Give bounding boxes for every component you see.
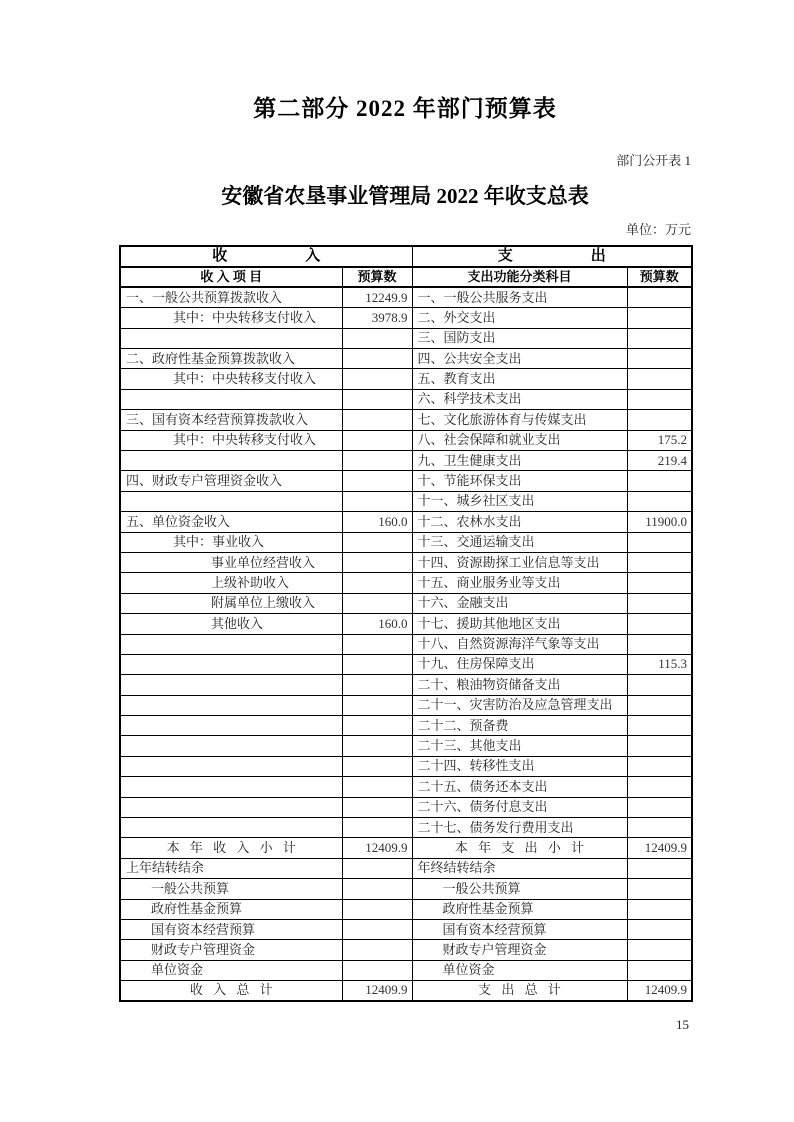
table-row (120, 512, 692, 532)
income-budget-cell: 3978.9 (342, 308, 412, 328)
expense-budget-cell: 115.3 (627, 654, 692, 674)
income-item-cell: 上年结转结余 (120, 858, 342, 878)
income-item-cell: 五、单位资金收入 (120, 512, 342, 532)
table-row (120, 981, 692, 1001)
income-budget-cell (342, 410, 412, 430)
income-budget-cell: 12249.9 (342, 287, 412, 307)
expense-budget-cell (627, 777, 692, 797)
expense-item-cell: 五、教育支出 (412, 369, 627, 389)
expense-budget-cell (627, 716, 692, 736)
income-budget-cell (342, 899, 412, 919)
income-budget-cell (342, 634, 412, 654)
expense-item-cell: 一般公共预算 (412, 879, 627, 899)
expense-item-cell: 十三、交通运输支出 (412, 532, 627, 552)
income-budget-cell (342, 940, 412, 960)
table-row (120, 287, 692, 307)
page-content (119, 0, 691, 1033)
expense-budget-cell: 11900.0 (627, 512, 692, 532)
expense-budget-cell (627, 675, 692, 695)
table-row (120, 736, 692, 756)
table-row (120, 430, 692, 450)
table-label: 部门公开表 1 (616, 153, 691, 168)
income-item-cell: 事业单位经营收入 (120, 552, 342, 572)
expense-item-cell: 二十五、债务还本支出 (412, 777, 627, 797)
income-item-cell (120, 634, 342, 654)
income-budget-cell (342, 654, 412, 674)
expense-budget-cell (627, 614, 692, 634)
budget-table-body (120, 287, 692, 1001)
table-row (120, 818, 692, 838)
expense-item-cell: 二十七、债务发行费用支出 (412, 818, 627, 838)
table-row (120, 491, 692, 511)
expense-item-cell: 二十、粮油物资储备支出 (412, 675, 627, 695)
expense-budget-cell (627, 899, 692, 919)
income-item-cell (120, 675, 342, 695)
income-item-cell (120, 797, 342, 817)
income-item-cell: 三、国有资本经营预算拨款收入 (120, 410, 342, 430)
expense-item-cell: 十一、城乡社区支出 (412, 491, 627, 511)
expense-item-cell: 六、科学技术支出 (412, 389, 627, 409)
table-row (120, 573, 692, 593)
table-row (120, 552, 692, 572)
expense-budget-cell (627, 471, 692, 491)
income-budget-cell (342, 369, 412, 389)
expense-budget-cell (627, 736, 692, 756)
income-budget-cell (342, 777, 412, 797)
expense-budget-column-header: 预算数 (627, 267, 692, 287)
expense-item-cell: 一、一般公共服务支出 (412, 287, 627, 307)
income-item-cell (120, 777, 342, 797)
income-budget-cell: 160.0 (342, 614, 412, 634)
expense-group-header-text: 支出 (497, 248, 684, 265)
table-row (120, 675, 692, 695)
table-row (120, 634, 692, 654)
income-item-cell: 收 入 总 计 (120, 981, 342, 1001)
income-budget-cell (342, 491, 412, 511)
income-item-cell (120, 756, 342, 776)
income-budget-cell (342, 716, 412, 736)
unit-label: 单位：万元 (625, 222, 691, 237)
income-budget-cell (342, 430, 412, 450)
income-budget-cell (342, 593, 412, 613)
column-header-row (120, 267, 692, 287)
income-item-cell: 单位资金 (120, 960, 342, 980)
income-budget-cell (342, 879, 412, 899)
income-budget-cell (342, 552, 412, 572)
page-number: 15 (676, 1017, 689, 1033)
expense-budget-cell (627, 410, 692, 430)
income-item-cell: 其中：中央转移支付收入 (120, 430, 342, 450)
income-budget-cell (342, 858, 412, 878)
table-row (120, 451, 692, 471)
table-row (120, 389, 692, 409)
expense-budget-cell (627, 634, 692, 654)
expense-item-cell: 二十一、灾害防治及应急管理支出 (412, 695, 627, 715)
expense-item-cell: 支 出 总 计 (412, 981, 627, 1001)
expense-budget-cell (627, 940, 692, 960)
table-row (120, 777, 692, 797)
section-title: 第二部分 2022 年部门预算表 (253, 96, 557, 121)
income-item-cell: 二、政府性基金预算拨款收入 (120, 349, 342, 369)
table-row (120, 410, 692, 430)
expense-budget-cell (627, 308, 692, 328)
expense-item-column-header: 支出功能分类科目 (412, 267, 627, 287)
expense-budget-cell (627, 797, 692, 817)
income-item-cell: 附属单位上缴收入 (120, 593, 342, 613)
income-budget-cell (342, 675, 412, 695)
table-row (120, 716, 692, 736)
expense-item-cell: 十六、金融支出 (412, 593, 627, 613)
income-item-cell (120, 736, 342, 756)
income-item-cell: 其中：中央转移支付收入 (120, 369, 342, 389)
income-item-cell: 一、一般公共预算拨款收入 (120, 287, 342, 307)
expense-item-cell: 八、社会保障和就业支出 (412, 430, 627, 450)
table-row (120, 471, 692, 491)
expense-budget-cell (627, 389, 692, 409)
income-budget-cell: 160.0 (342, 512, 412, 532)
expense-item-cell: 十七、援助其他地区支出 (412, 614, 627, 634)
expense-budget-cell: 175.2 (627, 430, 692, 450)
table-row (120, 858, 692, 878)
expense-budget-cell (627, 532, 692, 552)
income-budget-cell (342, 736, 412, 756)
expense-item-cell: 十八、自然资源海洋气象等支出 (412, 634, 627, 654)
group-header-row (120, 246, 692, 267)
table-row (120, 756, 692, 776)
expense-item-cell: 七、文化旅游体育与传媒支出 (412, 410, 627, 430)
income-item-cell (120, 695, 342, 715)
table-row (120, 879, 692, 899)
expense-budget-cell (627, 349, 692, 369)
income-budget-cell (342, 818, 412, 838)
expense-budget-cell (627, 879, 692, 899)
expense-budget-cell (627, 573, 692, 593)
expense-budget-cell (627, 287, 692, 307)
income-budget-cell: 12409.9 (342, 981, 412, 1001)
income-budget-cell (342, 960, 412, 980)
expense-budget-cell (627, 552, 692, 572)
income-budget-cell: 12409.9 (342, 838, 412, 858)
income-item-cell (120, 818, 342, 838)
expense-item-cell: 十九、住房保障支出 (412, 654, 627, 674)
income-item-cell (120, 716, 342, 736)
expense-item-cell: 九、卫生健康支出 (412, 451, 627, 471)
table-title: 安徽省农垦事业管理局 2022 年收支总表 (221, 184, 589, 208)
table-row (120, 532, 692, 552)
expense-budget-cell (627, 491, 692, 511)
income-item-cell: 其中：事业收入 (120, 532, 342, 552)
expense-budget-cell (627, 369, 692, 389)
expense-budget-cell (627, 920, 692, 940)
income-group-header-text: 收入 (212, 248, 399, 265)
income-budget-cell (342, 389, 412, 409)
income-budget-cell (342, 756, 412, 776)
expense-budget-cell: 219.4 (627, 451, 692, 471)
income-item-cell: 财政专户管理资金 (120, 940, 342, 960)
expense-item-cell: 二十四、转移性支出 (412, 756, 627, 776)
expense-item-cell: 本 年 支 出 小 计 (412, 838, 627, 858)
table-row (120, 838, 692, 858)
budget-table (119, 245, 693, 1002)
budget-table-head (120, 246, 692, 287)
income-budget-cell (342, 471, 412, 491)
expense-item-cell: 二十六、债务付息支出 (412, 797, 627, 817)
table-row (120, 369, 692, 389)
income-budget-cell (342, 695, 412, 715)
table-row (120, 940, 692, 960)
table-row (120, 614, 692, 634)
income-item-cell: 国有资本经营预算 (120, 920, 342, 940)
expense-item-cell: 政府性基金预算 (412, 899, 627, 919)
table-row (120, 920, 692, 940)
expense-item-cell: 国有资本经营预算 (412, 920, 627, 940)
expense-item-cell: 三、国防支出 (412, 328, 627, 348)
income-item-cell: 一般公共预算 (120, 879, 342, 899)
expense-budget-cell (627, 818, 692, 838)
income-item-cell (120, 654, 342, 674)
expense-item-cell: 财政专户管理资金 (412, 940, 627, 960)
expense-item-cell: 四、公共安全支出 (412, 349, 627, 369)
income-item-cell: 上级补助收入 (120, 573, 342, 593)
table-row (120, 349, 692, 369)
income-item-cell (120, 328, 342, 348)
expense-budget-cell (627, 593, 692, 613)
expense-budget-cell (627, 960, 692, 980)
expense-budget-cell (627, 328, 692, 348)
income-item-cell: 政府性基金预算 (120, 899, 342, 919)
table-row (120, 797, 692, 817)
expense-item-cell: 二十二、预备费 (412, 716, 627, 736)
income-item-column-header: 收 入 项 目 (120, 267, 342, 287)
expense-item-cell: 十二、农林水支出 (412, 512, 627, 532)
table-row (120, 654, 692, 674)
income-item-cell: 本 年 收 入 小 计 (120, 838, 342, 858)
expense-group-header (412, 246, 692, 267)
expense-item-cell: 十、节能环保支出 (412, 471, 627, 491)
income-item-cell (120, 491, 342, 511)
expense-item-cell: 二、外交支出 (412, 308, 627, 328)
income-item-cell: 其他收入 (120, 614, 342, 634)
expense-item-cell: 二十三、其他支出 (412, 736, 627, 756)
income-budget-cell (342, 451, 412, 471)
income-budget-column-header: 预算数 (342, 267, 412, 287)
expense-budget-cell: 12409.9 (627, 981, 692, 1001)
income-item-cell (120, 389, 342, 409)
expense-budget-cell (627, 695, 692, 715)
expense-item-cell: 单位资金 (412, 960, 627, 980)
table-row (120, 695, 692, 715)
expense-item-cell: 年终结转结余 (412, 858, 627, 878)
table-row (120, 328, 692, 348)
table-row (120, 899, 692, 919)
income-group-header (120, 246, 412, 267)
income-budget-cell (342, 328, 412, 348)
expense-budget-cell (627, 756, 692, 776)
table-row (120, 960, 692, 980)
expense-budget-cell: 12409.9 (627, 838, 692, 858)
expense-budget-cell (627, 858, 692, 878)
income-budget-cell (342, 797, 412, 817)
income-budget-cell (342, 573, 412, 593)
income-budget-cell (342, 532, 412, 552)
income-budget-cell (342, 349, 412, 369)
table-row (120, 308, 692, 328)
income-item-cell (120, 451, 342, 471)
income-item-cell: 其中：中央转移支付收入 (120, 308, 342, 328)
income-budget-cell (342, 920, 412, 940)
income-item-cell: 四、财政专户管理资金收入 (120, 471, 342, 491)
expense-item-cell: 十四、资源勘探工业信息等支出 (412, 552, 627, 572)
table-row (120, 593, 692, 613)
expense-item-cell: 十五、商业服务业等支出 (412, 573, 627, 593)
